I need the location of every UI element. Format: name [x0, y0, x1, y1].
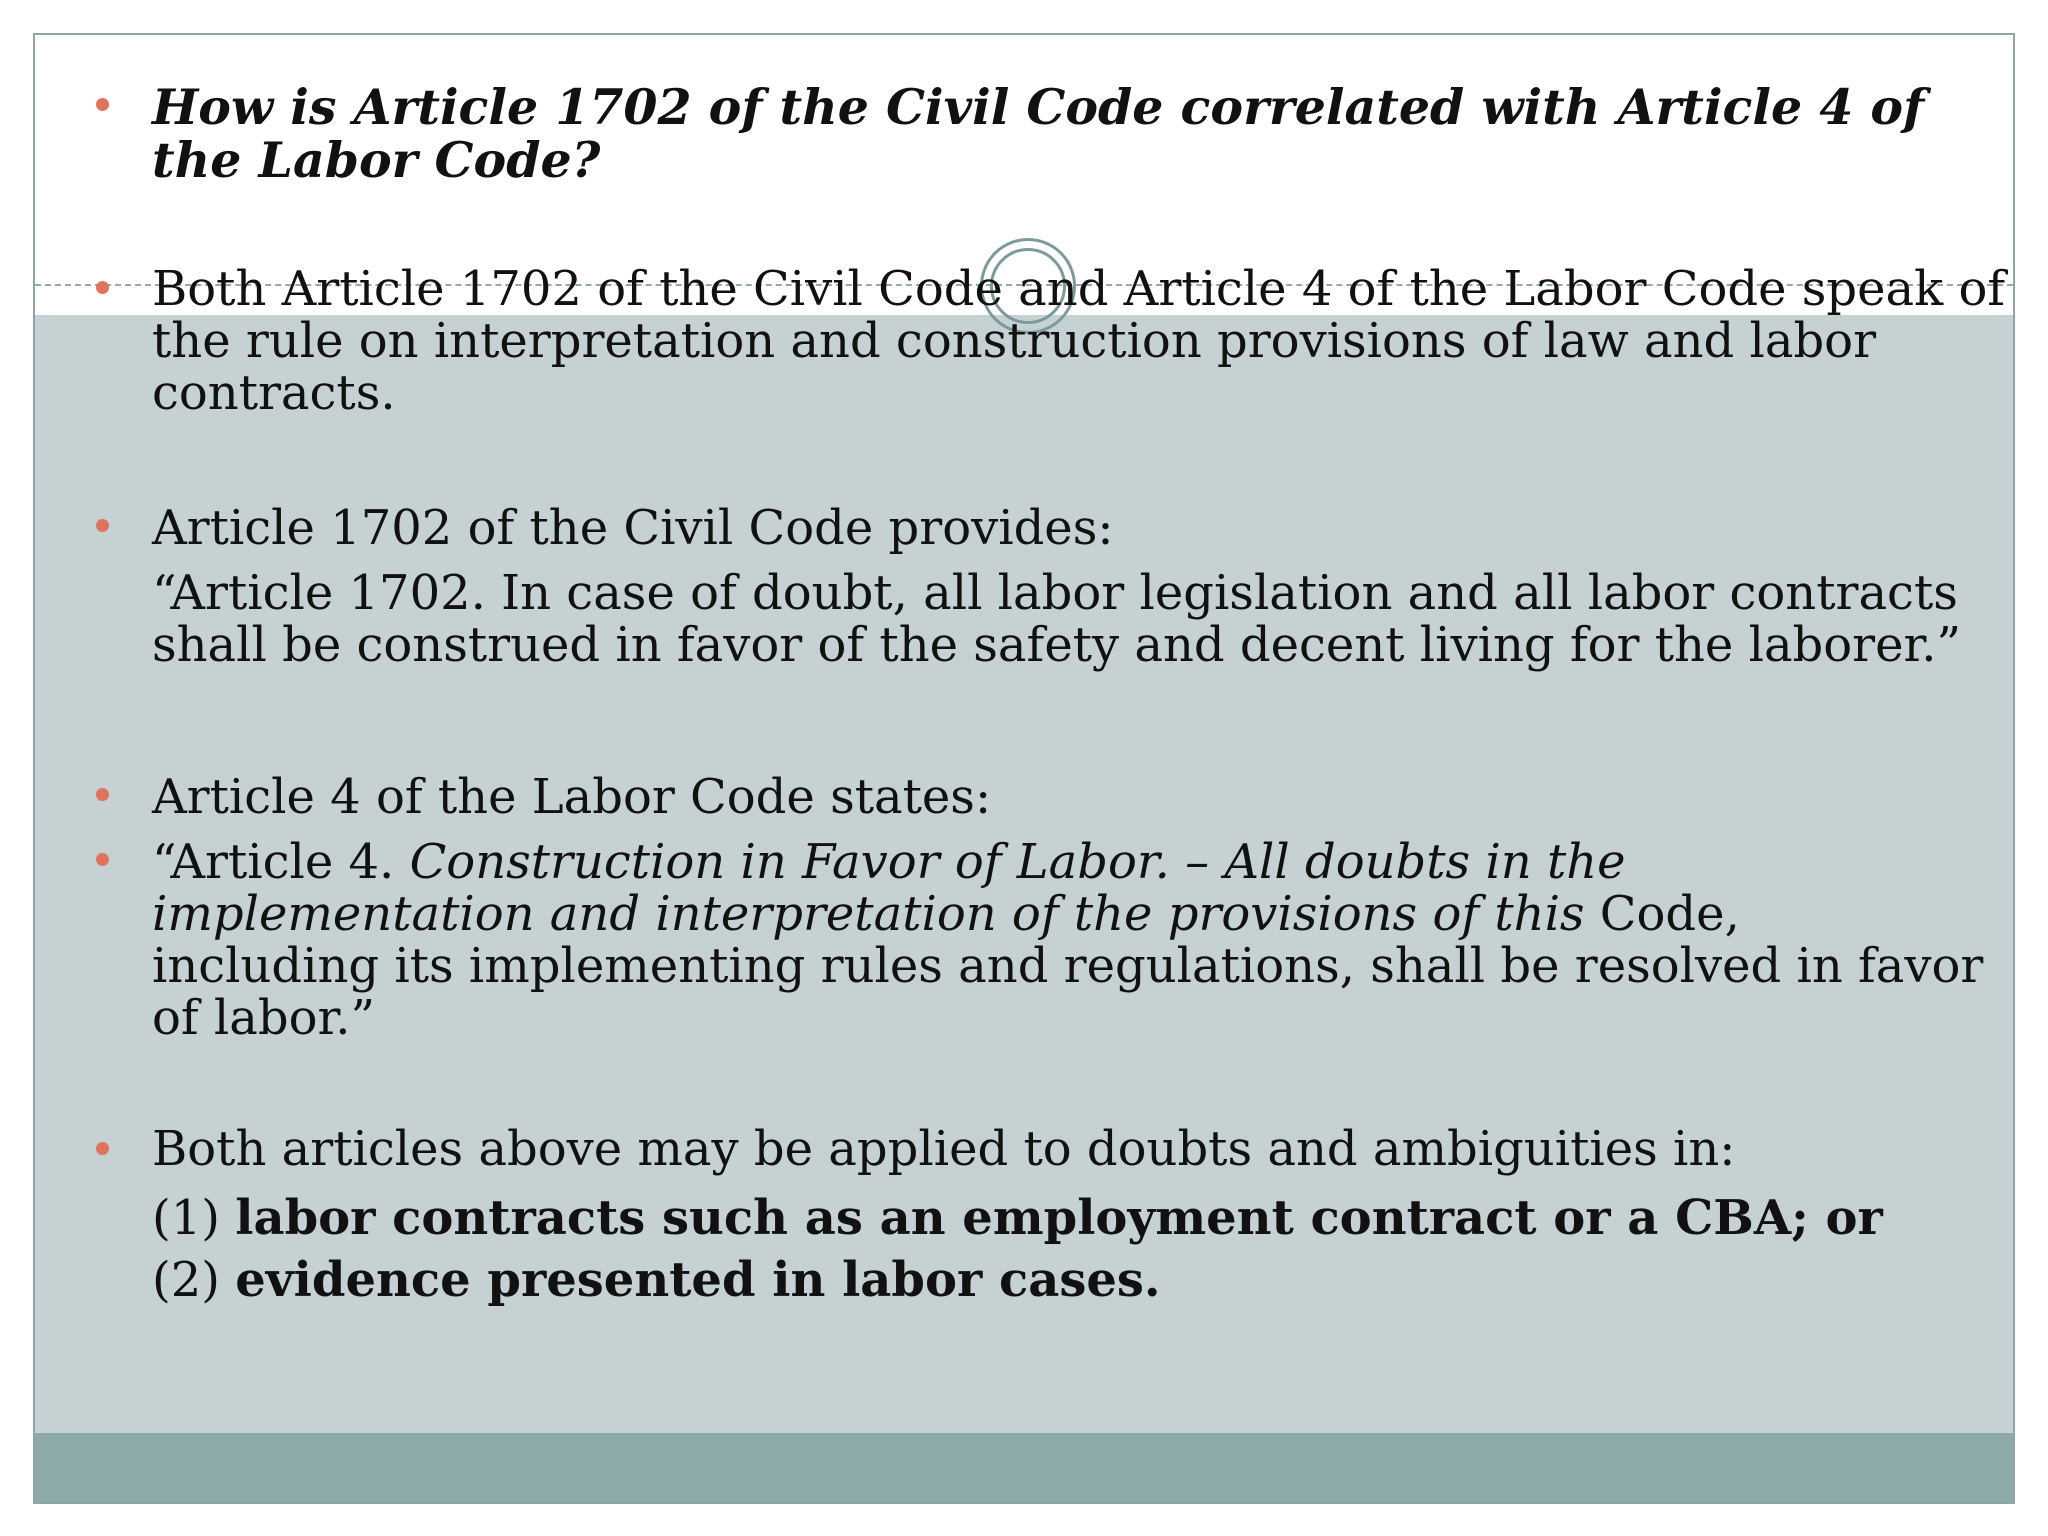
p4-prefix: “Article 4.: [152, 834, 410, 890]
p5-item-2: [152, 1248, 1992, 1312]
bullet-dot: [96, 98, 109, 111]
p4-line-3: including its implementing rules and regulations, shall be resolved in favor: [152, 938, 1984, 994]
paragraph-both-articles: [152, 261, 2006, 421]
p4-line-2: [152, 888, 1992, 940]
p4-line-4: of labor.”: [152, 990, 375, 1046]
paragraph-application: [152, 1123, 1992, 1312]
p4-line-1: [152, 836, 1992, 888]
p2-quote-line-1: “Article 1702. In case of doubt, all labor legislation and all labor contracts: [152, 565, 1958, 621]
p2-quote-line-2: shall be construed in favor of the safety and decent living for the laborer.”: [152, 617, 1961, 673]
p5-item-1-num: (1): [152, 1190, 236, 1246]
slide: [33, 33, 2015, 1504]
paragraph-article-1702: [152, 502, 1992, 671]
p4-italic-2: implementation and interpretation of the provisions of this: [152, 886, 1585, 942]
p4-italic-1: Construction in Favor of Labor. – All doubts in the: [409, 834, 1626, 890]
question-heading: [152, 78, 1992, 189]
p5-item-2-num: (2): [152, 1252, 236, 1308]
p1-line-3: contracts.: [152, 365, 396, 421]
p1-line-1: Both Article 1702 of the Civil Code and Article 4 of the Labor Code speak of: [152, 261, 2006, 317]
p3-intro: Article 4 of the Labor Code states:: [152, 769, 992, 825]
p1-line-2: the rule on interpretation and construction provisions of law and labor: [152, 313, 1877, 369]
bullet-dot: [96, 853, 109, 866]
p2-intro: Article 1702 of the Civil Code provides:: [152, 500, 1114, 556]
paragraph-article-4-intro: [152, 771, 1992, 823]
bullet-dot: [96, 519, 109, 532]
paragraph-article-4-quote: [152, 836, 1992, 1044]
p5-item-2-text: evidence presented in labor cases.: [235, 1252, 1161, 1308]
p5-item-1: [152, 1188, 1992, 1248]
bullet-dot: [96, 1142, 109, 1155]
p5-intro: Both articles above may be applied to doubts and ambiguities in:: [152, 1121, 1736, 1177]
p5-item-1-text: labor contracts such as an employment contract or a CBA; or: [235, 1190, 1883, 1246]
question-line-2: the Labor Code?: [152, 131, 601, 189]
slide-footer-band: [35, 1433, 2013, 1504]
bullet-dot: [96, 788, 109, 801]
p4-code-word: Code,: [1584, 886, 1740, 942]
question-line-1: How is Article 1702 of the Civil Code correlated with Article 4 of: [152, 78, 1925, 136]
bullet-dot: [96, 281, 109, 294]
